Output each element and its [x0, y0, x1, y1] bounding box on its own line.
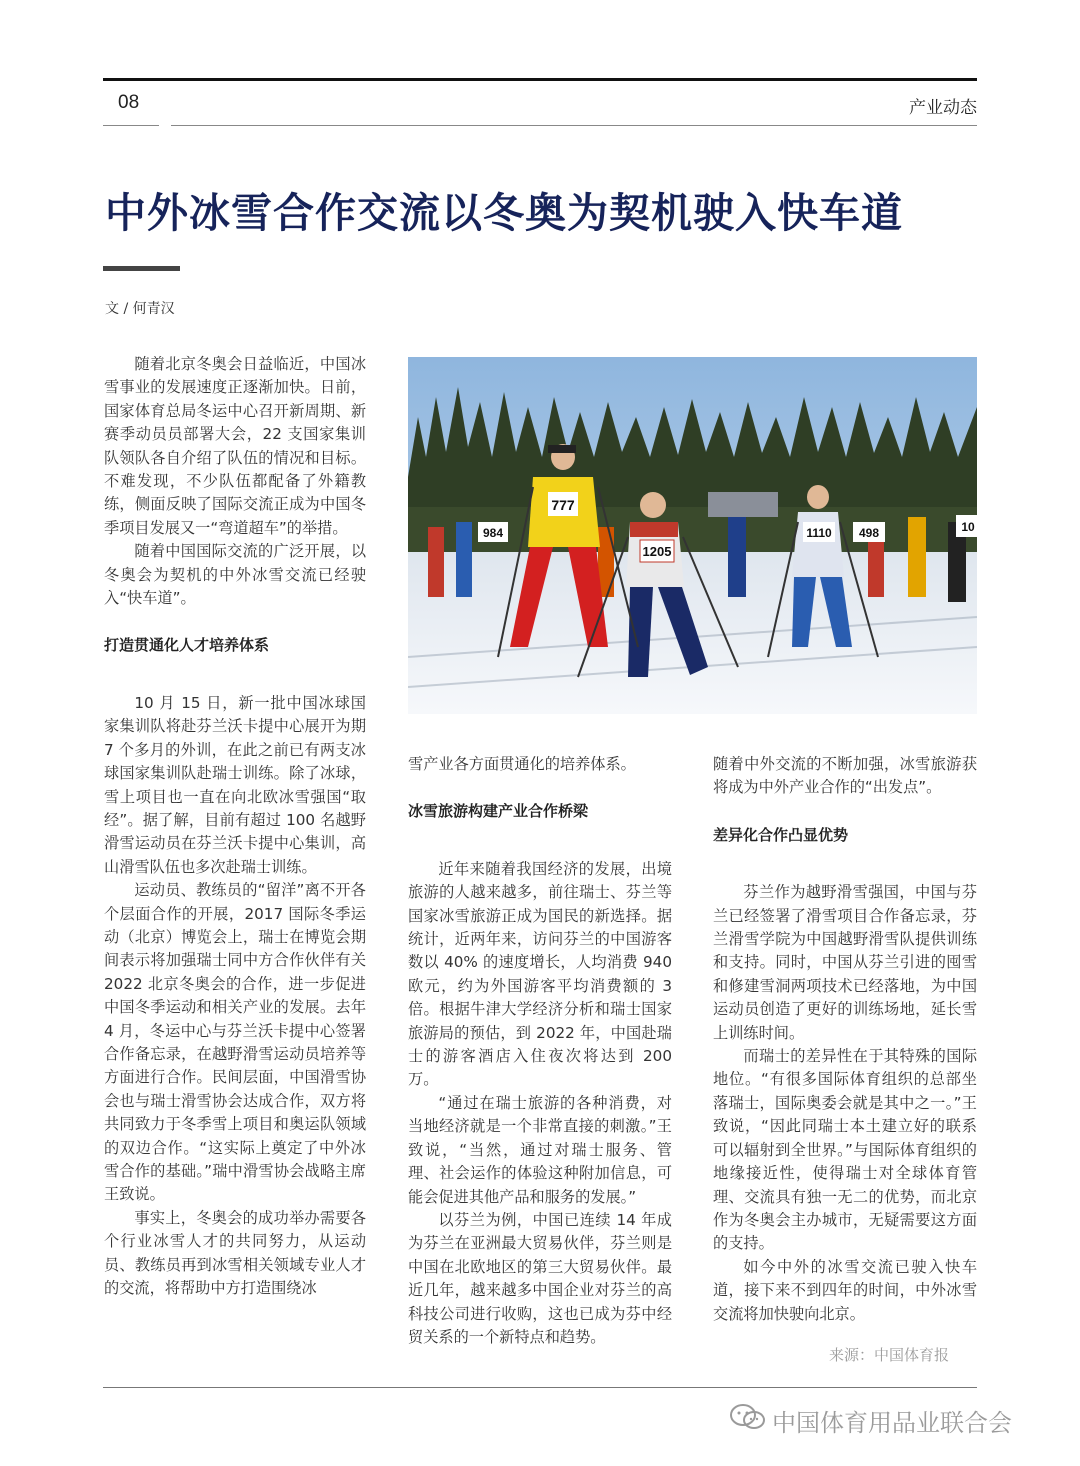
paragraph: 雪产业各方面贯通化的培养体系。	[408, 755, 636, 773]
header-rule-left	[103, 125, 159, 126]
paragraph: 随着北京冬奥会日益临近，中国冰雪事业的发展速度正逐渐加快。日前，国家体育总局冬运中心召开新周期、新赛季动员员部署大会，22 支国家集训队领队各自介绍了队伍的情况和目标。不难发现，不少队伍都配备了外籍教练，侧面反映了国际交流正成为中国冬季项目发展又一“弯道超车”的举措。	[104, 355, 366, 537]
bib-number: 1205	[642, 544, 672, 559]
watermark	[728, 1402, 1012, 1438]
bib-number: 984	[482, 526, 504, 540]
bib-number: 10	[961, 520, 975, 534]
bib-number: 498	[858, 526, 880, 540]
skiing-race-photo	[408, 357, 977, 714]
header-rule-right	[171, 125, 977, 126]
page-number: 08	[118, 92, 140, 113]
paragraph: “通过在瑞士旅游的各种消费，对当地经济就是一个非常直接的刺激。”王致说，“当然，通过对瑞士服务、管理、社会运作的体验这种附加信息，可能会促进其他产品和服务的发展。”	[408, 1093, 672, 1206]
bib-number: 1110	[806, 526, 832, 540]
paragraph: 随着中外交流的不断加强，冰雪旅游获将成为中外产业合作的“出发点”。	[713, 755, 977, 797]
section-heading: 冰雪旅游构建产业合作桥梁	[408, 802, 589, 821]
byline: 文 / 何青汉	[105, 301, 175, 317]
column-2	[408, 753, 672, 1349]
column-3	[713, 753, 977, 1367]
paragraph: 而瑞士的差异性在于其特殊的国际地位。“有很多国际体育组织的总部坐落瑞士，国际奥委会就是其中之一。”王致说，“因此同瑞士本土建立好的联系可以辐射到全世界。”与国际体育组织的地缘接近性，使得瑞士对全球体育管理、交流具有独一无二的优势，而北京作为冬奥会主办城市，无疑需要这方面的支持。	[713, 1047, 977, 1253]
bottom-rule	[103, 1387, 977, 1388]
section-label: 产业动态	[909, 98, 977, 118]
paragraph: 以芬兰为例，中国已连续 14 年成为芬兰在亚洲最大贸易伙伴，芬兰则是中国在北欧地区的第三大贸易伙伴。最近几年，越来越多中国企业对芬兰的高科技公司进行收购，这也已成为芬中经贸关系的一个新特点和趋势。	[408, 1210, 672, 1346]
source-credit: 来源：中国体育报	[828, 1345, 949, 1364]
title-underline	[103, 266, 180, 271]
paragraph: 芬兰作为越野滑雪强国，中国与芬兰已经签署了滑雪项目合作备忘录，芬兰滑雪学院为中国越野滑雪队提供训练和支持。同时，中国从芬兰引进的囤雪和修建雪洞两项技术已经落地，为中国运动员创造了更好的训练场地，延长雪上训练时间。	[713, 883, 977, 1042]
article-title: 中外冰雪合作交流以冬奥为契机驶入快车道	[105, 189, 903, 237]
paragraph: 近年来随着我国经济的发展，出境旅游的人越来越多，前往瑞士、芬兰等国家冰雪旅游正成为国民的新选择。据统计，近两年来，访问芬兰的中国游客数以 40% 的速度增长，人均消费 940 欧元，约为外国游客平均消费额的 3 倍。根据牛津大学经济分析和瑞士国家旅游局的预估，到 2022 年，中国赴瑞士的游客酒店入住夜次将达到 200 万。	[408, 859, 672, 1089]
paragraph: 如今中外的冰雪交流已驶入快车道，接下来不到四年的时间，中外冰雪交流将加快驶向北京。	[713, 1257, 977, 1323]
watermark-text: 中国体育用品业联合会	[772, 1408, 1012, 1437]
paragraph: 随着中国国际交流的广泛开展，以冬奥会为契机的中外冰雪交流已经驶入“快车道”。	[104, 542, 366, 608]
top-rule	[103, 78, 977, 81]
bib-number: 777	[551, 497, 575, 513]
section-heading: 差异化合作凸显优势	[713, 825, 849, 844]
paragraph: 10 月 15 日，新一批中国冰球国家集训队将赴芬兰沃卡提中心展开为期 7 个多月的外训，在此之前已有两支冰球国家集训队赴瑞士训练。除了冰球，雪上项目也一直在向北欧冰雪强国“取经”。据了解，目前有超过 100 名越野滑雪运动员在芬兰沃卡提中心集训，高山滑雪队伍也多次赴瑞士训练。	[104, 693, 366, 876]
wechat-icon	[728, 1402, 768, 1438]
column-1	[104, 353, 366, 1300]
section-heading: 打造贯通化人才培养体系	[104, 636, 270, 655]
paragraph: 运动员、教练员的“留洋”离不开各个层面合作的开展，2017 国际冬季运动（北京）博览会上，瑞士在博览会期间表示将加强瑞士同中方合作伙伴有关 2022 北京冬奥会的合作，进一步促进中国冬季运动和相关产业的发展。去年 4 月，冬运中心与芬兰沃卡提中心签署合作备忘录，在越野滑雪运动员培养等方面进行合作。民间层面，中国滑雪协会也与瑞士滑雪协会达成合作，双方将共同致力于冬季雪上项目和奥运队领域的双边合作。“这实际上奠定了中外冰雪合作的基础。”瑞中滑雪协会战略主席王致说。	[104, 881, 366, 1204]
paragraph: 事实上，冬奥会的成功举办需要各个行业冰雪人才的共同努力，从运动员、教练员再到冰雪相关领域专业人才的交流，将帮助中方打造围绕冰	[104, 1208, 366, 1298]
